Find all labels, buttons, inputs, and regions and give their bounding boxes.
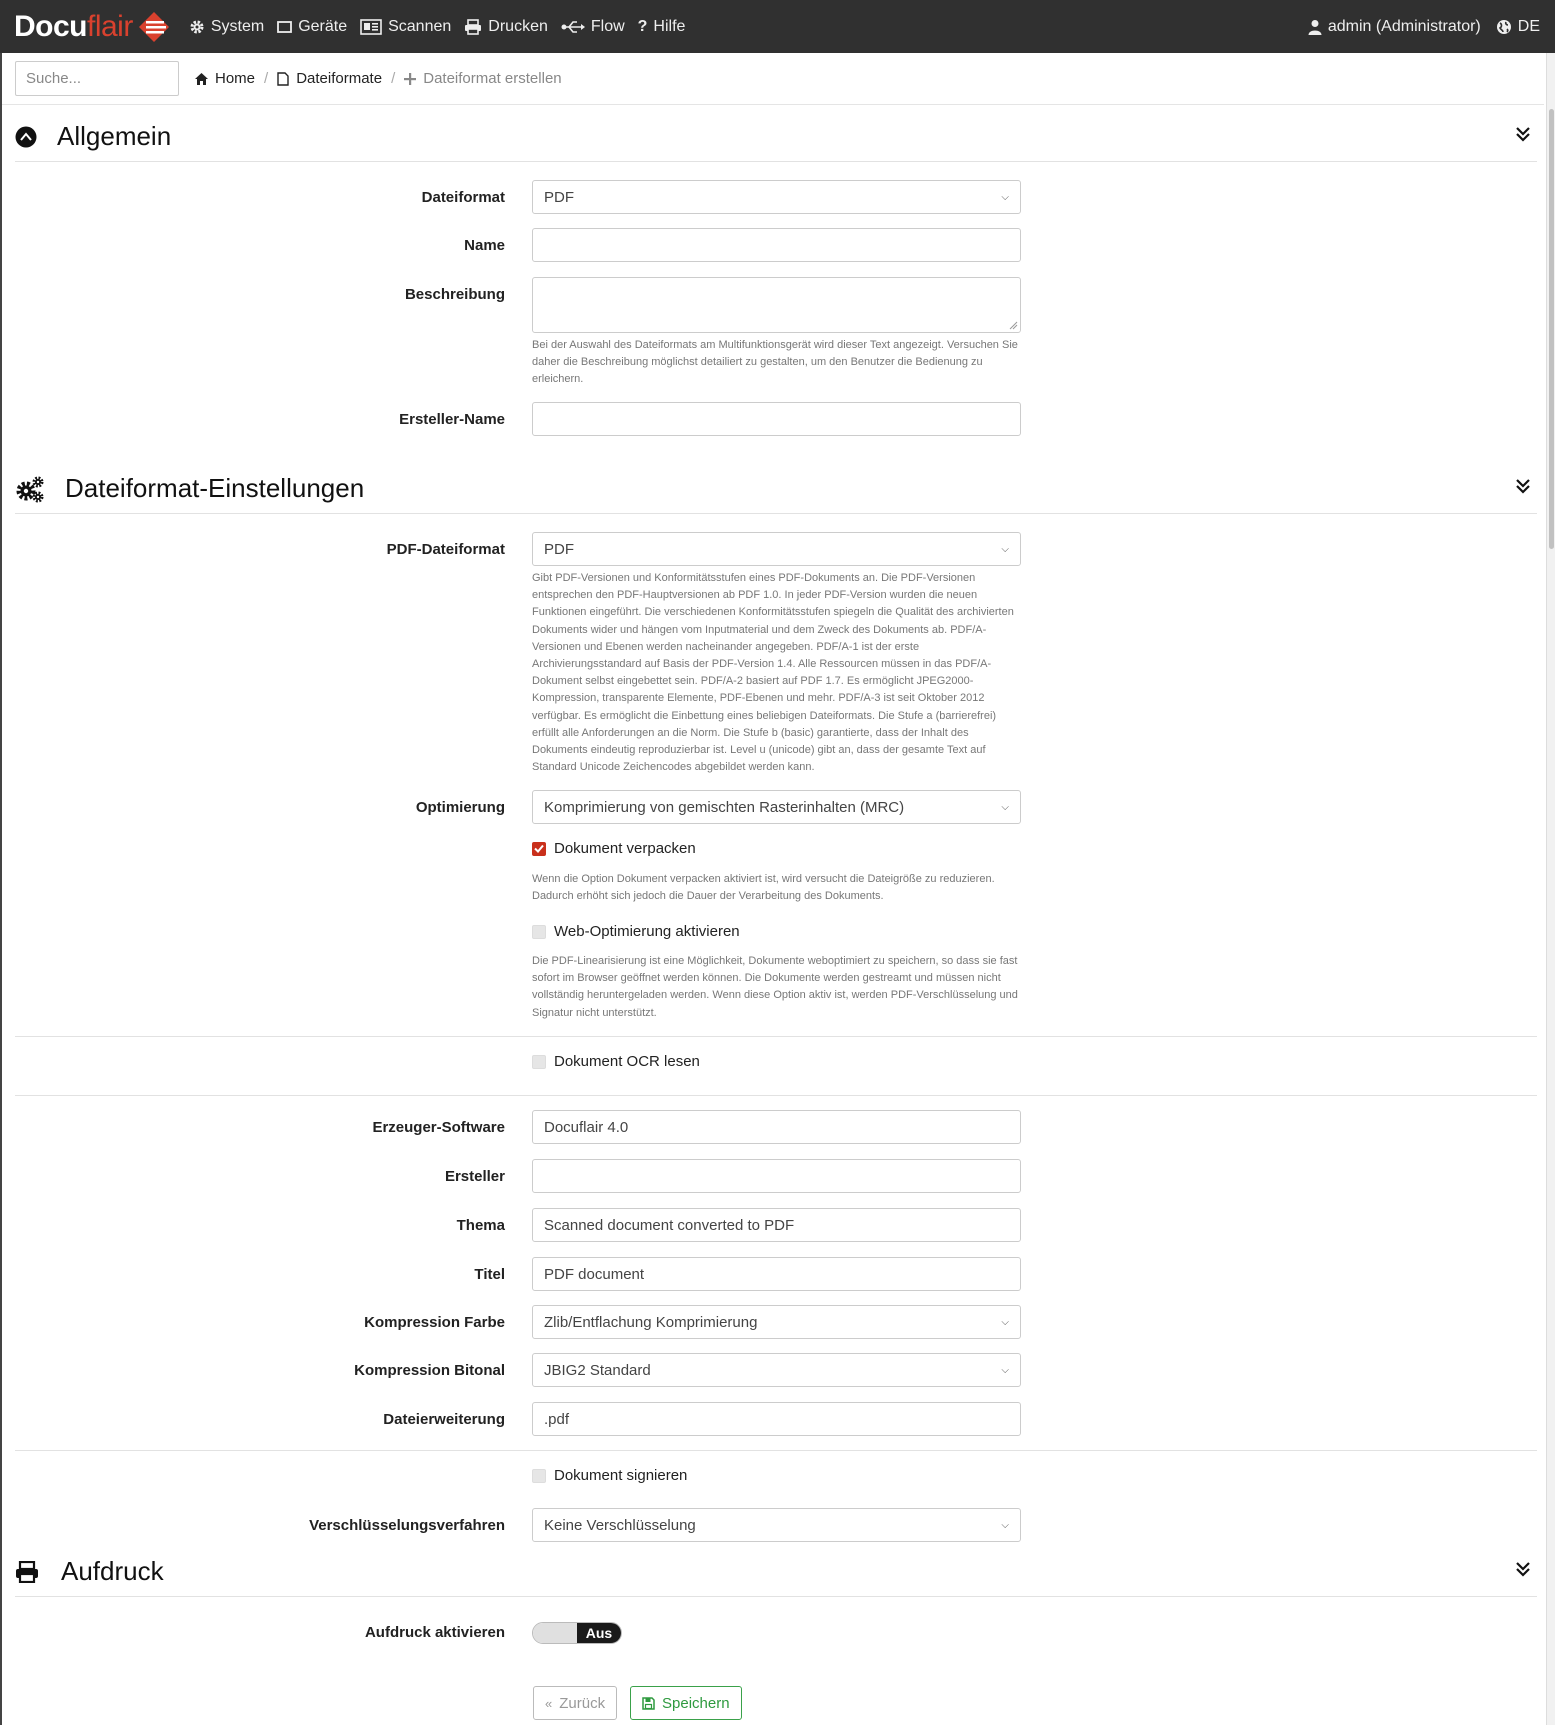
breadcrumb-current <box>404 70 561 87</box>
encryption-select[interactable] <box>532 1508 1021 1542</box>
pdf-format-select[interactable] <box>532 532 1021 566</box>
chevron-down-icon: ⌵ <box>1001 191 1009 203</box>
back-button-label: Zurück <box>559 1694 606 1712</box>
brand-logo[interactable] <box>14 0 171 53</box>
question-icon: ? <box>637 17 648 35</box>
extension-label: Dateierweiterung <box>383 1411 505 1428</box>
nav-system-label: System <box>210 17 265 35</box>
section-settings-header[interactable] <box>15 464 1537 514</box>
device-icon <box>277 20 292 34</box>
color-compression-select[interactable] <box>532 1305 1021 1339</box>
chevron-down-icon: ⌵ <box>1001 1364 1009 1376</box>
subheader <box>2 53 1544 105</box>
pack-checkbox-row[interactable] <box>532 840 696 857</box>
author-input[interactable] <box>532 1159 1021 1193</box>
section-imprint-title: Aufdruck <box>61 1556 164 1586</box>
ocr-checkbox[interactable] <box>532 1055 546 1069</box>
extension-value: .pdf <box>544 1410 570 1428</box>
scan-icon <box>360 19 382 35</box>
optimization-value: Komprimierung von gemischten Rasterinhalten (MRC) <box>544 798 905 816</box>
producer-label: Erzeuger-Software <box>372 1119 505 1136</box>
top-navbar <box>0 0 1555 53</box>
sign-checkbox-row[interactable] <box>532 1467 687 1484</box>
subject-value: Scanned document converted to PDF <box>544 1216 795 1234</box>
title-label: Titel <box>474 1266 505 1283</box>
divider <box>15 1095 1537 1096</box>
scrollbar[interactable] <box>1546 53 1555 1725</box>
plus-icon <box>404 73 416 85</box>
web-help: Die PDF-Linearisierung ist eine Möglichkeit, Dokumente weboptimiert zu speichern, so dass sie fast sofort im Browser geöffnet werden können. Die Dokumente werden gestreamt und müssen nicht vollständig heruntergeladen werden. Wenn diese Option aktiv ist, werden PDF-Verschlüsselung und Signatur nicht unterstützt. <box>532 955 1018 1019</box>
scrollbar-thumb[interactable] <box>1549 109 1554 549</box>
description-help: Bei der Auswahl des Dateiformats am Multifunktionsgerät wird dieser Text angezeigt. Versuchen Sie daher die Beschreibung möglichst detailiert zu gestalten, um den Benutzer die Bedienung zu erleichern. <box>532 339 1018 386</box>
brand-name: Docuflair <box>14 9 133 43</box>
web-label: Web-Optimierung aktivieren <box>554 923 740 940</box>
encryption-value: Keine Verschlüsselung <box>544 1516 696 1534</box>
nav-scan[interactable] <box>360 18 451 36</box>
chevron-down-icon: ⌵ <box>1001 1316 1009 1328</box>
encryption-label: Verschlüsselungsverfahren <box>309 1517 505 1534</box>
pdf-format-value: PDF <box>544 540 574 558</box>
section-settings-title: Dateiformat-Einstellungen <box>65 473 365 503</box>
pack-checkbox[interactable] <box>532 842 546 856</box>
nav-devices[interactable] <box>277 18 347 36</box>
pdf-format-label: PDF-Dateiformat <box>386 541 505 558</box>
save-button-label: Speichern <box>662 1694 730 1712</box>
producer-input[interactable] <box>532 1110 1021 1144</box>
pdf-format-help: Gibt PDF-Versionen und Konformitätsstufen eines PDF-Dokuments an. Die PDF-Versionen entsprechen den PDF-Hauptversionen ab PDF 1.0. In jeder PDF-Version wurden die neuen Funktionen eingeführt. Die verschiedenen Konformitätsstufen spiegeln die Qualität des archivierten Dokuments wider und hängen vom Inputmaterial und dem Zweck des Dokuments ab. PDF/A-Versionen und Ebenen werden nacheinander angegeben. PDF/A-1 ist der erste Archivierungsstandard auf Basis der PDF-Version 1.4. Alle Ressourcen müssen in das PDF/A-Dokument selbst eingebettet sein. PDF/A-2 basiert auf PDF 1.7. Es ermöglicht JPEG2000-Kompression, transparente Elemente, PDF-Ebenen und mehr. PDF/A-3 ist seit Oktober 2012 verfügbar. Es ermöglicht die Einbettung eines beliebigen Dateiformats. Die Stufe a (barrierefrei) erfüllt alle Anforderungen an die Norm. Die Stufe b (basic) garantierte, dass der Inhalt des Dokuments eindeutig reproduzierbar ist. Level u (unicode) gibt an, dass der gesamte Text auf Standard Unicode Zeichencodes abgebildet werden kann. <box>532 572 1014 774</box>
chevron-down-icon: ⌵ <box>1001 1519 1009 1531</box>
color-compression-value: Zlib/Entflachung Komprimierung <box>544 1313 758 1331</box>
color-compression-label: Kompression Farbe <box>364 1314 505 1331</box>
chevron-double-down-icon[interactable] <box>1515 1560 1531 1578</box>
title-input[interactable] <box>532 1257 1021 1291</box>
pack-help: Wenn die Option Dokument verpacken aktiviert ist, wird versucht die Dateigröße zu reduzieren. Dadurch erhöht sich jedoch die Dauer der Verarbeitung des Dokuments. <box>532 873 995 903</box>
name-input[interactable] <box>532 228 1021 262</box>
subject-label: Thema <box>456 1217 505 1234</box>
section-imprint-header[interactable] <box>15 1547 1537 1597</box>
save-button[interactable] <box>630 1686 742 1720</box>
globe-icon <box>1496 19 1512 35</box>
name-label: Name <box>464 237 505 254</box>
section-general-header[interactable] <box>15 112 1537 162</box>
chevron-double-down-icon[interactable] <box>1515 125 1531 143</box>
divider <box>15 1036 1537 1037</box>
toggle-knob <box>533 1623 577 1643</box>
title-value: PDF document <box>544 1265 645 1283</box>
bitonal-compression-label: Kompression Bitonal <box>354 1362 505 1379</box>
divider <box>15 1450 1537 1451</box>
check-icon <box>534 844 544 853</box>
format-select-value: PDF <box>544 188 574 206</box>
bitonal-compression-select[interactable] <box>532 1353 1021 1387</box>
author-label: Ersteller <box>444 1168 505 1185</box>
breadcrumb-formats-label: Dateiformate <box>296 70 383 87</box>
sign-checkbox[interactable] <box>532 1469 546 1483</box>
breadcrumb-home-label: Home <box>215 70 256 87</box>
chevron-double-down-icon[interactable] <box>1515 477 1531 495</box>
nav-devices-label: Geräte <box>298 17 348 35</box>
breadcrumb-current-label: Dateiformat erstellen <box>423 70 562 87</box>
printer-icon <box>15 1561 39 1583</box>
printer-icon <box>464 19 482 35</box>
file-icon <box>277 72 289 86</box>
nav-help-label: Hilfe <box>653 17 686 35</box>
section-general-title: Allgemein <box>57 121 172 151</box>
double-chevron-left-icon: « <box>545 1695 553 1711</box>
subject-input[interactable] <box>532 1208 1021 1242</box>
web-checkbox[interactable] <box>532 925 546 939</box>
creator-name-label: Ersteller-Name <box>399 411 505 428</box>
format-label: Dateiformat <box>421 189 505 206</box>
gears-icon <box>15 475 45 503</box>
pack-label: Dokument verpacken <box>554 840 696 857</box>
nav-scan-label: Scannen <box>388 17 452 35</box>
breadcrumb-separator: / <box>391 70 396 87</box>
flow-icon <box>561 20 585 34</box>
sign-label: Dokument signieren <box>554 1467 688 1484</box>
gear-icon <box>189 19 205 35</box>
imprint-toggle[interactable] <box>532 1622 622 1644</box>
nav-system[interactable] <box>189 18 264 36</box>
ocr-checkbox-row[interactable] <box>532 1053 700 1070</box>
circle-up-icon <box>15 126 37 148</box>
floppy-disk-icon <box>642 1697 655 1710</box>
description-label: Beschreibung <box>404 286 505 303</box>
optimization-select[interactable] <box>532 790 1021 824</box>
user-menu[interactable] <box>1308 18 1481 36</box>
resize-handle-icon[interactable] <box>1009 321 1018 330</box>
breadcrumb-home[interactable] <box>195 70 255 87</box>
extension-input[interactable] <box>532 1402 1021 1436</box>
nav-print-label: Drucken <box>488 17 548 35</box>
ocr-label: Dokument OCR lesen <box>554 1053 700 1070</box>
user-name: admin (Administrator) <box>1327 17 1481 35</box>
chevron-down-icon: ⌵ <box>1001 543 1009 555</box>
breadcrumb-formats[interactable] <box>277 70 382 87</box>
back-button[interactable] <box>533 1686 617 1720</box>
bitonal-compression-value: JBIG2 Standard <box>544 1361 651 1379</box>
nav-print[interactable] <box>464 18 548 36</box>
chevron-down-icon: ⌵ <box>1001 801 1009 813</box>
nav-flow-label: Flow <box>590 17 625 35</box>
toggle-state: Aus <box>577 1623 621 1643</box>
breadcrumb <box>195 70 562 87</box>
description-textarea[interactable] <box>532 277 1021 333</box>
user-icon <box>1308 19 1322 35</box>
producer-value: Docuflair 4.0 <box>544 1118 629 1136</box>
web-checkbox-row[interactable] <box>532 923 740 940</box>
nav-flow[interactable] <box>561 18 625 36</box>
breadcrumb-separator: / <box>264 70 269 87</box>
language-switch[interactable] <box>1496 18 1540 36</box>
search-input[interactable] <box>15 61 179 96</box>
logo-icon <box>137 10 171 44</box>
optimization-label: Optimierung <box>415 799 505 816</box>
language-label: DE <box>1517 17 1540 35</box>
imprint-enable-label: Aufdruck aktivieren <box>364 1624 505 1641</box>
creator-name-input[interactable] <box>532 402 1021 436</box>
nav-help[interactable] <box>638 18 686 36</box>
format-select[interactable] <box>532 180 1021 214</box>
home-icon <box>195 73 208 85</box>
